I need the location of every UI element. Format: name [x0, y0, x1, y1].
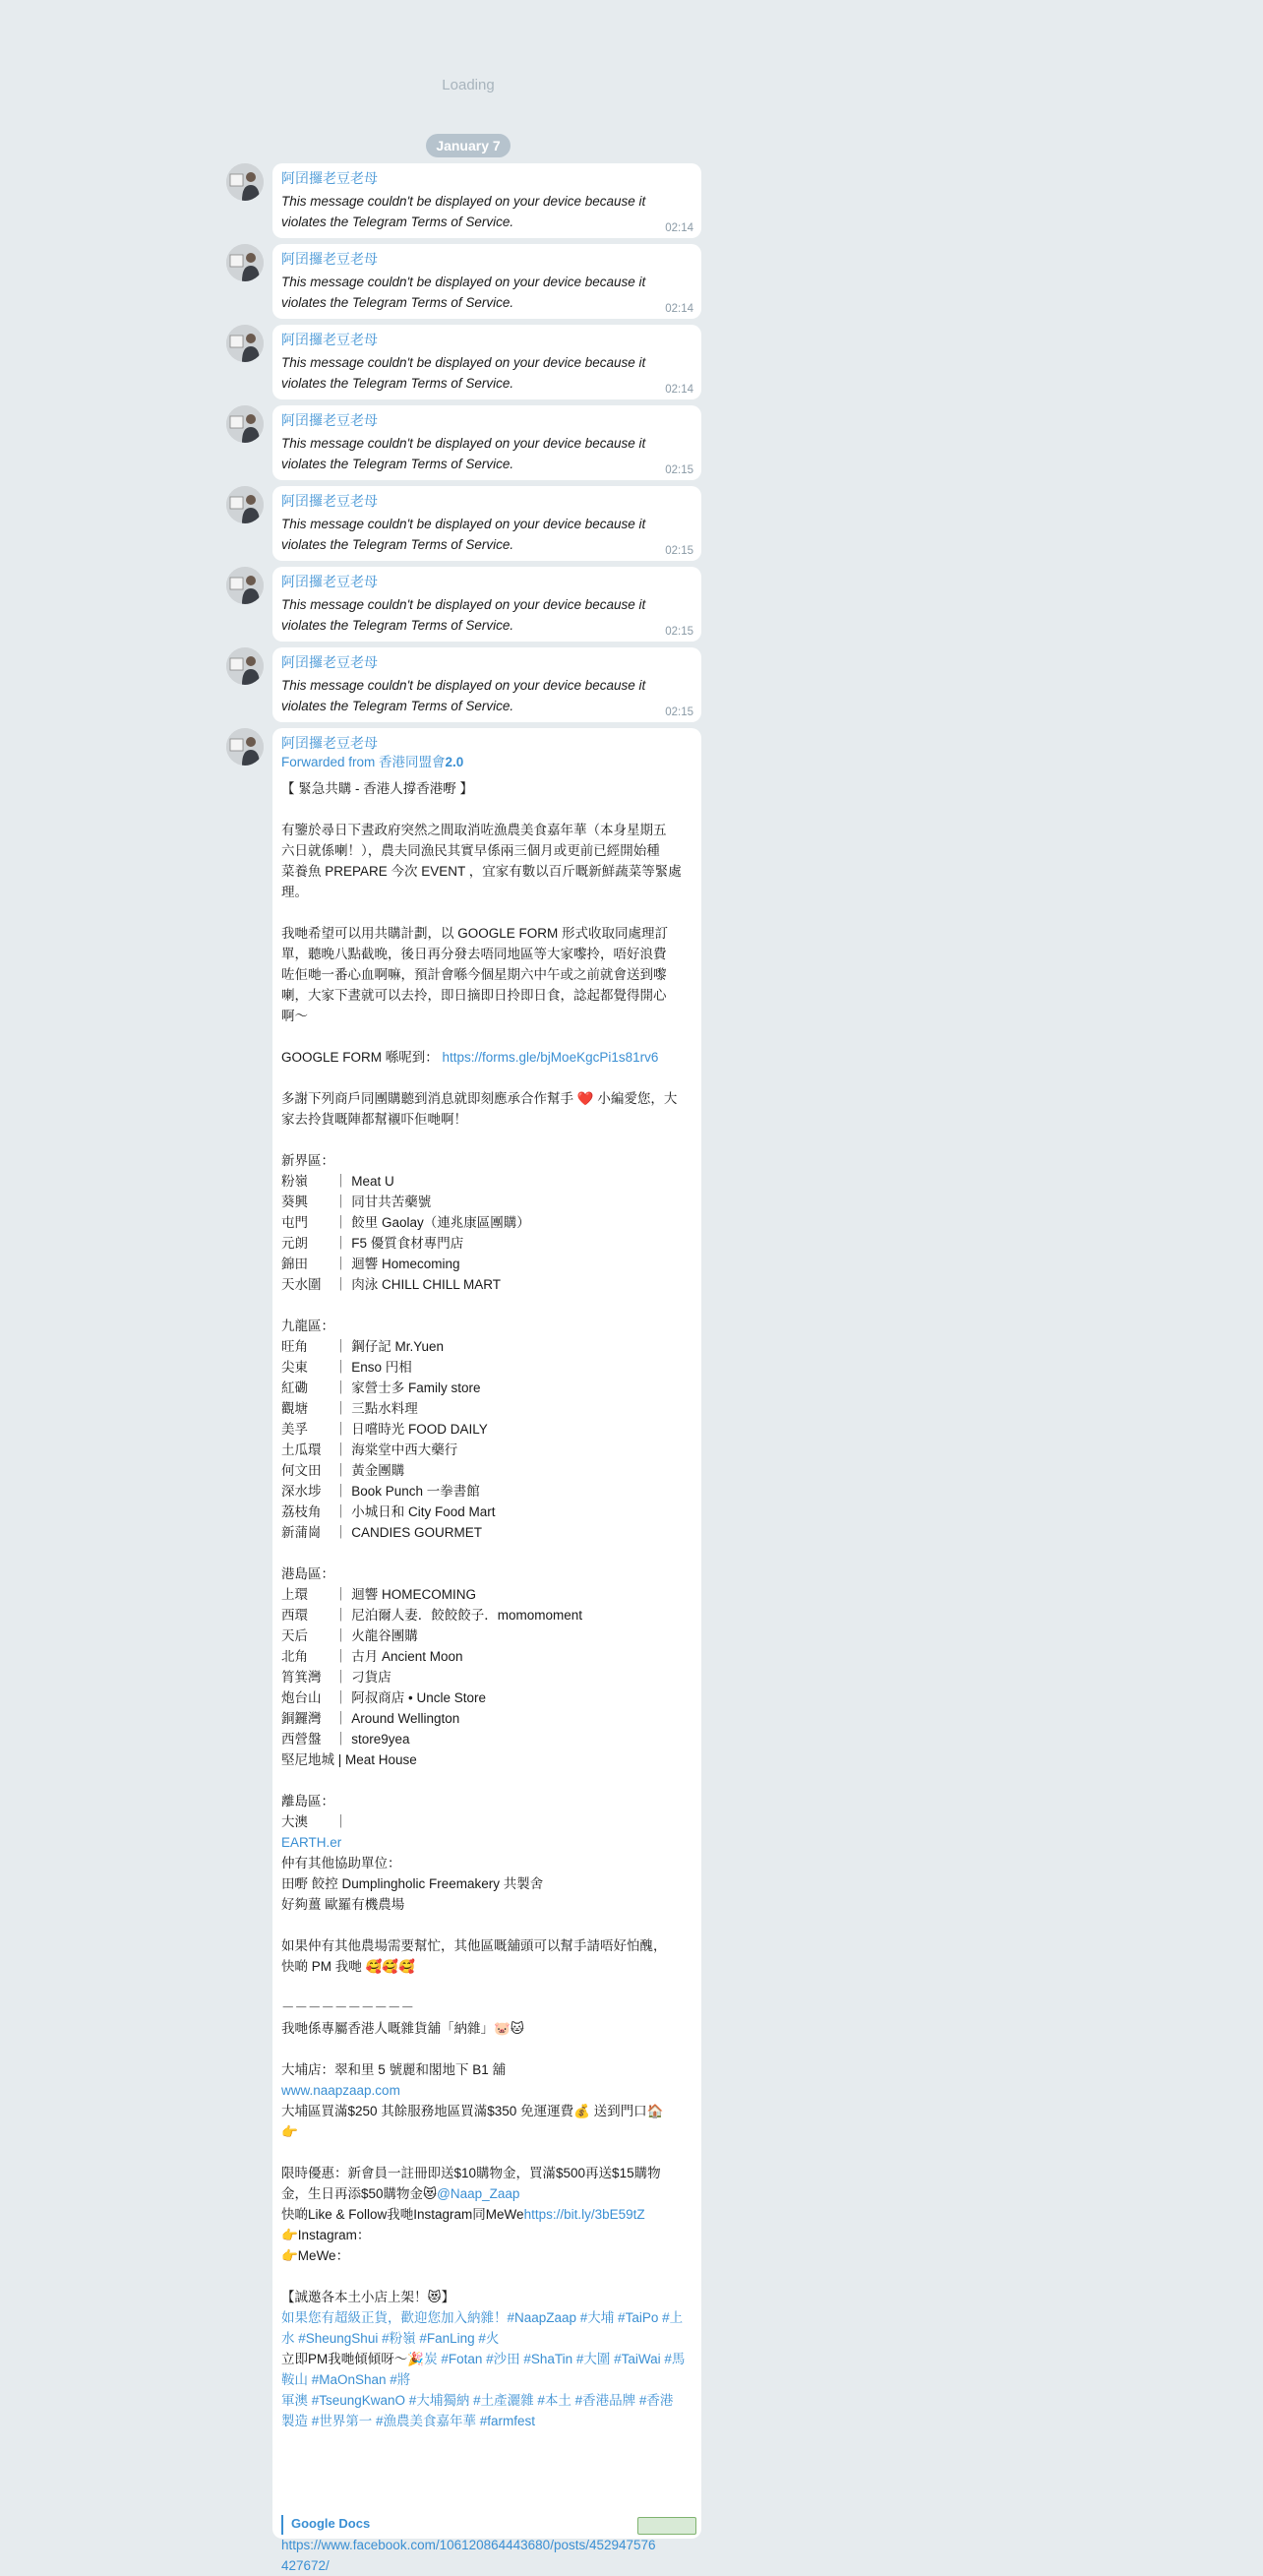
message-line-text: －－－－－－－－－－ — [281, 2000, 414, 2015]
message-line — [281, 2452, 692, 2473]
message-line — [281, 2411, 692, 2431]
blocked-notice-line: violates the Telegram Terms of Service. — [281, 699, 514, 713]
user-avatar-icon — [226, 728, 264, 766]
message-line-text: 快啲 PM 我哋 🥰🥰🥰 — [281, 1959, 415, 1974]
message-line-text: 九龍區： — [281, 1319, 334, 1333]
message-line — [281, 2225, 692, 2245]
message-line — [281, 1935, 692, 1956]
message-line — [281, 1832, 692, 1853]
message-line-text: 大埔區買滿$250 其餘服務地區買滿$350 免運運費💰 送到門口🏠 — [281, 2104, 664, 2118]
forwarded-from-link[interactable]: Forwarded from 香港同盟會2.0 — [281, 755, 464, 769]
blocked-message-bubble[interactable] — [272, 325, 701, 399]
blocked-notice-line: This message couldn't be displayed on your device because it — [281, 194, 646, 209]
blocked-message-bubble[interactable] — [272, 486, 701, 561]
message-line — [281, 2080, 692, 2101]
message-line — [281, 1729, 692, 1749]
message-line-text: 紅磡 ｜ 家營士多 Family store — [281, 1380, 481, 1395]
blocked-notice-line: violates the Telegram Terms of Service. — [281, 537, 514, 552]
message-line — [281, 2266, 692, 2287]
message-line-text: 快啲Like & Follow我哋Instagram同MeWe — [281, 2207, 524, 2222]
message-line — [281, 1977, 692, 1997]
message-line — [281, 1130, 692, 1150]
message-line — [281, 1316, 692, 1336]
blocked-notice — [281, 433, 692, 474]
message-line — [281, 2101, 692, 2121]
message-line-text: 多謝下列商戶同團購聽到消息就即刻應承合作幫手 — [281, 1091, 577, 1106]
blocked-notice-line: This message couldn't be displayed on your device because it — [281, 275, 646, 289]
message-line-text: 小編愛您，大 — [593, 1091, 678, 1106]
message-line — [281, 1088, 692, 1109]
message-line-text: 有鑒於尋日下晝政府突然之間取消咗漁農美食嘉年華（本身星期五 — [281, 823, 667, 837]
message-line — [281, 2307, 692, 2349]
message-line — [281, 2473, 692, 2493]
naapzaap-website-link[interactable]: www.naapzaap.com — [281, 2083, 400, 2098]
blocked-notice-line: This message couldn't be displayed on your device because it — [281, 355, 646, 370]
mewe-link[interactable]: https://bit.ly/3bE59tZ — [523, 2207, 645, 2222]
message-line — [281, 799, 692, 820]
message-line — [281, 1605, 692, 1625]
blocked-message-bubble[interactable] — [272, 567, 701, 642]
message-line-text: 家去拎貨嘅陣都幫襯吓佢哋啊！ — [281, 1112, 467, 1127]
message-line-text: 👉MeWe： — [281, 2248, 350, 2263]
blocked-message-bubble[interactable] — [272, 163, 701, 238]
forwarded-message-bubble[interactable] — [272, 728, 701, 2573]
message-line-text: 元朗 ｜ F5 優質食材專門店 — [281, 1236, 464, 1251]
message-line-text: 六日就係喇！），農夫同漁民其實早係兩三個月或更前已經開始種 — [281, 843, 660, 858]
hashtags[interactable]: #NaapZaap #大埔 #TaiPo #上水 #SheungShui #粉嶺 #FanLing #火 — [281, 2310, 684, 2346]
message-line-text: 👉 — [281, 2124, 298, 2139]
message-line — [281, 2287, 692, 2307]
message-line-text: 新蒲崗 ｜ CANDIES GOURMET — [281, 1525, 483, 1540]
blocked-notice-line: violates the Telegram Terms of Service. — [281, 376, 514, 391]
user-avatar-icon — [226, 325, 264, 362]
message-line-text: 金，生日再添$50購物金😻 — [281, 2186, 438, 2201]
blocked-notice-line: This message couldn't be displayed on your device because it — [281, 436, 646, 451]
message-line-text: 好夠薑 歐羅有機農場 — [281, 1897, 405, 1912]
message-time: 02:15 — [665, 545, 693, 557]
blocked-notice — [281, 191, 692, 232]
message-line-text: 銅鑼灣 ｜ Around Wellington — [281, 1711, 460, 1726]
message-line — [281, 985, 692, 1006]
blocked-notice-line: violates the Telegram Terms of Service. — [281, 295, 514, 310]
message-line — [281, 1460, 692, 1481]
message-line — [281, 1481, 692, 1502]
blocked-notice-line: violates the Telegram Terms of Service. — [281, 215, 514, 229]
message-line — [281, 1212, 692, 1233]
heart-emoji-icon: ❤️ — [576, 1091, 594, 1106]
message-line — [281, 1625, 692, 1646]
earth-er-link[interactable]: EARTH.er — [281, 1835, 342, 1850]
message-sender[interactable]: 阿囝攞老豆老母 — [281, 735, 378, 751]
message-line — [281, 1233, 692, 1254]
message-sender[interactable]: 阿囝攞老豆老母 — [281, 332, 378, 347]
message-line — [281, 1419, 692, 1440]
message-line — [281, 1770, 692, 1791]
message-line — [281, 923, 692, 944]
blocked-notice-line: violates the Telegram Terms of Service. — [281, 618, 514, 633]
link-preview[interactable] — [281, 2515, 706, 2535]
facebook-post-link[interactable]: https://www.facebook.com/106120864443680/posts/452947576 — [281, 2538, 656, 2552]
message-line — [281, 1543, 692, 1564]
message-time: 02:15 — [665, 626, 693, 638]
message-line-text: GOOGLE FORM 喺呢到： — [281, 1050, 443, 1065]
message-line-text: 土瓜環 ｜ 海棠堂中西大藥行 — [281, 1442, 458, 1457]
message-line-text: 深水埗 ｜ Book Punch 一拳書館 — [281, 1484, 480, 1499]
message-line — [281, 1109, 692, 1130]
message-line-text: 理。 — [281, 885, 308, 899]
avatar[interactable] — [226, 325, 264, 362]
message-line — [281, 1440, 692, 1460]
message-line — [281, 2245, 692, 2266]
blocked-notice — [281, 594, 692, 636]
user-avatar-icon — [226, 163, 264, 201]
message-line — [281, 1502, 692, 1522]
message-line — [281, 1192, 692, 1212]
message-line — [281, 1564, 692, 1584]
message-time: 02:15 — [665, 706, 693, 718]
avatar[interactable] — [226, 163, 264, 201]
message-line — [281, 2183, 692, 2204]
message-line-text: 仲有其他協助單位： — [281, 1856, 401, 1871]
blocked-notice — [281, 272, 692, 313]
message-line — [281, 882, 692, 902]
message-line — [281, 1708, 692, 1729]
message-line-text: 田嘢 餃控 Dumplingholic Freemakery 共製舍 — [281, 1876, 544, 1891]
message-line — [281, 1997, 692, 2018]
message-line — [281, 1336, 692, 1357]
message-line — [281, 2390, 692, 2411]
user-avatar-icon — [226, 486, 264, 523]
message-line — [281, 2163, 692, 2183]
message-line-text: 堅尼地城 | Meat House — [281, 1752, 417, 1767]
message-line-text: 如果您有超級正貨，歡迎您加入納雜！ — [281, 2310, 508, 2325]
blocked-notice-line: violates the Telegram Terms of Service. — [281, 457, 514, 471]
message-line — [281, 2039, 692, 2059]
message-line-text: 何文田 ｜ 黃金團購 — [281, 1463, 405, 1478]
user-avatar-icon — [226, 405, 264, 443]
message-time: 02:14 — [665, 384, 693, 396]
message-sender[interactable]: 阿囝攞老豆老母 — [281, 251, 378, 267]
blocked-notice-line: This message couldn't be displayed on your device because it — [281, 517, 646, 531]
user-avatar-icon — [226, 567, 264, 604]
message-line-text: 觀塘 ｜ 三點水料理 — [281, 1401, 418, 1416]
message-line — [281, 1894, 692, 1915]
message-line-text: 筲箕灣 ｜ 刁貨店 — [281, 1670, 391, 1685]
message-line-text: 大澳 ｜ — [281, 1814, 352, 1829]
message-line — [281, 1956, 692, 1977]
message-line — [281, 1646, 692, 1667]
blocked-notice — [281, 352, 692, 394]
avatar[interactable] — [226, 244, 264, 281]
message-line-text: 我哋係專屬香港人嘅雜貨舖「納雜」🐷🐱 — [281, 2021, 524, 2036]
message-line — [281, 2493, 692, 2514]
message-line — [281, 1873, 692, 1894]
message-line-text: 【誠邀各本土小店上架！😻】 — [281, 2290, 455, 2304]
message-line — [281, 1150, 692, 1171]
blocked-message-bubble[interactable] — [272, 244, 701, 319]
message-line — [281, 2431, 692, 2452]
message-sender[interactable]: 阿囝攞老豆老母 — [281, 493, 378, 509]
message-time: 02:14 — [665, 303, 693, 315]
message-time: 02:15 — [665, 464, 693, 476]
hashtags[interactable]: 製造 #世界第一 #漁農美食嘉年華 #farmfest — [281, 2414, 536, 2428]
message-line-text: 荔枝角 ｜ 小城日和 City Food Mart — [281, 1504, 496, 1519]
message-line — [281, 1171, 692, 1192]
message-line-text: 錦田 ｜ 迴響 Homecoming — [281, 1257, 460, 1271]
message-line — [281, 820, 692, 840]
message-line-text: 港島區： — [281, 1566, 334, 1581]
link-preview-title: Google Docs — [291, 2516, 371, 2531]
message-line-text: 屯門 ｜ 餃里 Gaolay（連兆康區團購） — [281, 1215, 530, 1230]
message-line-text: 立即PM我哋傾傾呀～🎉 — [281, 2352, 425, 2366]
message-line-text: 美孚 ｜ 日嚐時光 FOOD DAILY — [281, 1422, 488, 1437]
message-line — [281, 1853, 692, 1873]
avatar[interactable] — [226, 405, 264, 443]
message-sender[interactable]: 阿囝攞老豆老母 — [281, 574, 378, 589]
message-line — [281, 778, 692, 799]
message-line — [281, 2018, 692, 2039]
message-line-text: 西環 ｜ 尼泊爾人妻．餃餃餃子．momomoment — [281, 1608, 583, 1623]
message-line-text: 西營盤 ｜ store9yea — [281, 1732, 410, 1747]
hashtags[interactable]: 軍澳 #TseungKwanO #大埔獨納 #土產灑雜 #本土 #香港品牌 #香港 — [281, 2393, 674, 2408]
hashtags[interactable]: 炭 #Fotan #沙田 #ShaTin #大圍 #TaiWai #馬鞍山 #MaOnShan #將 — [281, 2352, 686, 2387]
message-line — [281, 2204, 692, 2225]
message-line — [281, 1357, 692, 1378]
message-line-text: 粉嶺 ｜ Meat U — [281, 1174, 394, 1189]
message-line-text: 菜養魚 PREPARE 今次 EVENT ，宜家有數以百斤嘅新鮮蔬菜等緊處 — [281, 864, 682, 879]
avatar[interactable] — [226, 728, 264, 766]
message-line-text: 上環 ｜ 迴響 HOMECOMING — [281, 1587, 476, 1602]
message-line-text: 【 緊急共購 - 香港人撐香港嘢 】 — [281, 781, 473, 796]
message-line-text: 喇，大家下晝就可以去拎，即日摘即日拎即日食，諗起都覺得開心 — [281, 988, 667, 1003]
message-line — [281, 2059, 692, 2080]
message-sender[interactable]: 阿囝攞老豆老母 — [281, 654, 378, 670]
avatar[interactable] — [226, 486, 264, 523]
message-line-text: 新界區： — [281, 1153, 334, 1168]
message-line-text: 咗佢哋一番心血啊嘛，預計會喺今個星期六中午或之前就會送到嚟 — [281, 967, 667, 982]
message-line-text: 啊～ — [281, 1009, 308, 1023]
message-line — [281, 1811, 692, 1832]
google-form-link[interactable]: https://forms.gle/bjMoeKgcPi1s81rv6 — [442, 1050, 659, 1065]
message-line-text: 單，聽晚八點截晚，後日再分發去唔同地區等大家嚟拎，唔好浪費 — [281, 947, 667, 961]
message-line — [281, 1667, 692, 1687]
message-line — [281, 1378, 692, 1398]
message-line — [281, 1749, 692, 1770]
message-line — [281, 2121, 692, 2142]
link-preview-thumbnail — [637, 2517, 696, 2535]
message-line-text: 離島區： — [281, 1794, 334, 1809]
message-line — [281, 1915, 692, 1935]
message-sender[interactable]: 阿囝攞老豆老母 — [281, 412, 378, 428]
message-line — [281, 1026, 692, 1047]
message-line-text: 如果仲有其他農場需要幫忙，其他區嘅舖頭可以幫手請唔好怕醜， — [281, 1938, 667, 1953]
message-line — [281, 944, 692, 964]
blocked-message-bubble[interactable] — [272, 647, 701, 722]
avatar[interactable] — [226, 647, 264, 685]
user-avatar-icon — [226, 244, 264, 281]
avatar[interactable] — [226, 567, 264, 604]
message-line — [281, 1274, 692, 1295]
message-line-text: 大埔店：翠和里 5 號麗和閣地下 B1 舖 — [281, 2062, 507, 2077]
message-line — [281, 902, 692, 923]
message-line — [281, 964, 692, 985]
message-line — [281, 2142, 692, 2163]
message-line — [281, 1791, 692, 1811]
message-line — [281, 1006, 692, 1026]
facebook-post-link[interactable]: 427672/ — [281, 2558, 330, 2573]
user-avatar-icon — [226, 647, 264, 685]
message-line-text: 炮台山 ｜ 阿叔商店 • Uncle Store — [281, 1690, 487, 1705]
message-line-text: 👉Instagram： — [281, 2228, 371, 2242]
message-line — [281, 1047, 692, 1068]
message-line-text: 天水圍 ｜ 肉泳 CHILL CHILL MART — [281, 1277, 502, 1292]
message-body — [281, 778, 692, 2576]
message-line — [281, 1687, 692, 1708]
message-line — [281, 1254, 692, 1274]
message-line — [281, 861, 692, 882]
blocked-notice-line: This message couldn't be displayed on your device because it — [281, 597, 646, 612]
message-line-text: 葵興 ｜ 同甘共苦藥號 — [281, 1195, 432, 1209]
date-pill: January 7 — [426, 134, 511, 157]
message-line — [281, 2349, 692, 2390]
message-line-text: 旺角 ｜ 鋼仔記 Mr.Yuen — [281, 1339, 445, 1354]
message-line-text: 我哋希望可以用共購計劃，以 GOOGLE FORM 形式收取同處理訂 — [281, 926, 669, 941]
message-line — [281, 1522, 692, 1543]
blocked-notice — [281, 514, 692, 555]
message-line-text: 尖東 ｜ Enso 円相 — [281, 1360, 412, 1375]
blocked-message-bubble[interactable] — [272, 405, 701, 480]
message-line-text: 天后 ｜ 火龍谷團購 — [281, 1628, 418, 1643]
message-line-text: 限時優惠：新會員一註冊即送$10購物金，買滿$500再送$15購物 — [281, 2166, 661, 2180]
message-time: 02:14 — [665, 222, 693, 234]
blocked-notice — [281, 675, 692, 716]
message-line — [281, 840, 692, 861]
message-sender[interactable]: 阿囝攞老豆老母 — [281, 170, 378, 186]
message-line — [281, 1068, 692, 1088]
loading-text: Loading — [442, 77, 495, 93]
message-line — [281, 1295, 692, 1316]
instagram-link[interactable]: @Naap_Zaap — [437, 2186, 520, 2201]
message-line-text: 北角 ｜ 古月 Ancient Moon — [281, 1649, 463, 1664]
message-line — [281, 1398, 692, 1419]
blocked-notice-line: This message couldn't be displayed on your device because it — [281, 678, 646, 693]
message-line — [281, 1584, 692, 1605]
